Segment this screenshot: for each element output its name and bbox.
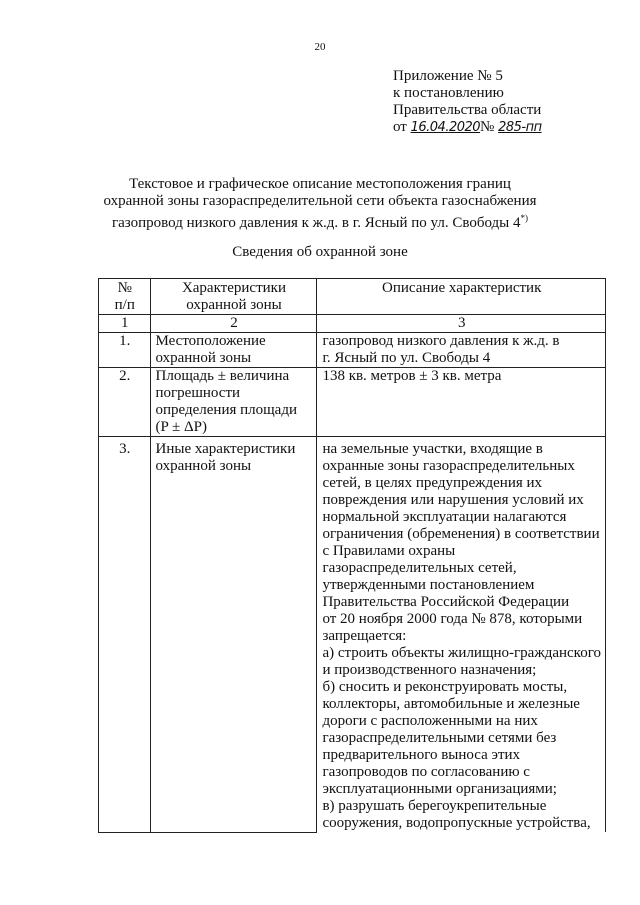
- text-line: коллекторы, автомобильные и железные: [322, 696, 580, 712]
- text-line: предварительного выноса этих: [322, 747, 521, 763]
- text-line: б) сносить и реконструировать мосты,: [322, 679, 568, 695]
- title-line-3-text: газопровод низкого давления к ж.д. в г. Ясный по ул. Свободы 4: [111, 215, 521, 231]
- text-line: запрещается:: [322, 628, 407, 644]
- text-line: Правительства Российской Федерации: [322, 594, 570, 610]
- text-line: повреждения или нарушения условий их: [322, 492, 584, 508]
- text-line: от 20 ноября 2000 года № 878, которыми: [322, 611, 583, 627]
- text-line: погрешности: [155, 385, 241, 401]
- text-line: в) разрушать берегоукрепительные: [322, 798, 547, 814]
- text-line: 138 кв. метров ± 3 кв. метра: [322, 368, 502, 384]
- text-line: охранные зоны газораспределительных: [322, 458, 575, 474]
- text-line: и производственного назначения;: [322, 662, 537, 678]
- number-prefix: №: [480, 119, 495, 135]
- text-line: с Правилами охраны: [322, 543, 456, 559]
- column-number-row: [99, 315, 606, 333]
- text-line: а) строить объекты жилищно-гражданского: [322, 645, 601, 661]
- text-line: газораспределительными сетями без: [322, 730, 557, 746]
- page-number: 20: [314, 41, 326, 53]
- text-line: сетей, в целях предупреждения их: [322, 475, 543, 491]
- row-description: [317, 437, 606, 833]
- appendix-block: [393, 68, 542, 136]
- text-line: газопроводов по согласованию с: [322, 764, 530, 780]
- text-line: определения площади: [155, 402, 298, 418]
- text-line: Описание характеристик: [382, 280, 542, 296]
- document-title: [0, 176, 640, 232]
- text-line: (P ± ΔP): [155, 419, 207, 435]
- column-number-2: 2: [150, 315, 317, 333]
- handwritten-date: 16.04.2020: [410, 120, 481, 135]
- table-header-row: [99, 279, 606, 315]
- row-number: 2.: [99, 368, 151, 437]
- text-line: охранной зоны: [155, 458, 252, 474]
- text-line: Иные характеристики: [155, 441, 296, 457]
- text-line: на земельные участки, входящие в: [322, 441, 543, 457]
- text-line: Характеристики: [181, 280, 286, 296]
- text-line: газораспределительных сетей,: [322, 560, 517, 576]
- row-description: [317, 333, 606, 368]
- protection-zone-table: [98, 278, 606, 833]
- text-line: Площадь ± величина: [155, 368, 290, 384]
- column-number-3: 3: [317, 315, 606, 333]
- text-line: утвержденными постановлением: [322, 577, 535, 593]
- text-line: эксплуатационными организациями;: [322, 781, 557, 797]
- row-number: 3.: [99, 437, 151, 833]
- row-characteristic: [150, 437, 317, 833]
- text-line: ограничения (обременения) в соответствии: [322, 526, 600, 542]
- header-col-number: [99, 279, 151, 315]
- text-line: г. Ясный по ул. Свободы 4: [322, 350, 491, 366]
- text-line: дороги с расположенными на них: [322, 713, 538, 729]
- header-col-characteristic: [150, 279, 317, 315]
- text-line: охранной зоны: [186, 297, 282, 313]
- text-line: п/п: [114, 297, 135, 313]
- row-description: [317, 368, 606, 437]
- appendix-date-line: [393, 119, 542, 136]
- text-line: газопровод низкого давления к ж.д. в: [322, 333, 560, 349]
- appendix-title: Приложение № 5: [393, 68, 503, 84]
- row-number: 1.: [99, 333, 151, 368]
- section-subtitle: Сведения об охранной зоне: [232, 244, 408, 260]
- table-row: [99, 437, 606, 833]
- title-line-1: Текстовое и графическое описание местоположения границ: [129, 176, 511, 192]
- text-line: №: [117, 280, 132, 296]
- handwritten-number: 285-пп: [498, 120, 542, 135]
- footnote-mark: *): [520, 213, 529, 223]
- title-line-2: охранной зоны газораспределительной сети объекта газоснабжения: [103, 193, 537, 209]
- column-number-1: 1: [99, 315, 151, 333]
- text-line: Местоположение: [155, 333, 266, 349]
- appendix-line-3: Правительства области: [393, 102, 542, 118]
- from-prefix: от: [393, 119, 407, 135]
- table-row: [99, 368, 606, 437]
- title-line-3: [0, 210, 640, 232]
- text-line: сооружения, водопропускные устройства,: [322, 815, 591, 831]
- text-line: охранной зоны: [155, 350, 252, 366]
- header-col-description: [317, 279, 606, 315]
- row-characteristic: [150, 333, 317, 368]
- row-characteristic: [150, 368, 317, 437]
- table-row: [99, 333, 606, 368]
- text-line: нормальной эксплуатации налагаются: [322, 509, 567, 525]
- appendix-line-2: к постановлению: [393, 85, 504, 101]
